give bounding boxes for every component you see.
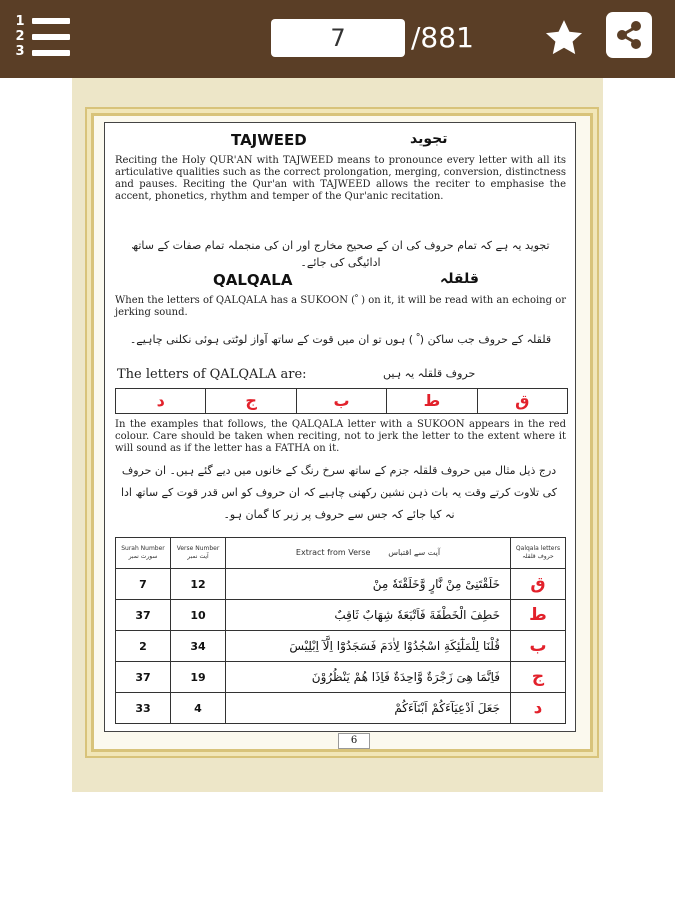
quran-page: [104, 122, 576, 732]
verse-cell: 4: [171, 693, 226, 724]
letter-cell: ج: [511, 662, 566, 693]
surah-cell: 33: [116, 693, 171, 724]
table-row: [116, 569, 566, 600]
letters-label-urdu: حروف قلقلہ یہ ہیں: [383, 367, 476, 380]
table-header-row: [116, 538, 566, 569]
examples-paragraph-urdu: درج ذیل مثال میں حروف قلقلہ جزم کے ساتھ سرخ رنگ کے خانوں میں دیے گئے ہیں۔ ان حروف کی تلاوت کرتے وقت یہ بات ذہن نشین رکھنی چاہیے کہ ان حروف کو اس قدر قوت کے ساتھ ادا نہ کیا جائے کہ جس سے حروف پر زبر کا گمان ہو۔: [120, 464, 558, 521]
surah-cell: 37: [116, 600, 171, 631]
qalqala-letters-row: [115, 388, 568, 414]
surah-header-label-urdu: سورت نمبر: [128, 553, 158, 560]
table-row: [116, 600, 566, 631]
letter-taa: ط: [386, 389, 476, 413]
qalqala-examples-table: [115, 537, 566, 724]
extract-header-label: Extract from Verse: [295, 548, 371, 557]
qalqala-paragraph: When the letters of QALQALA has a SUKOON ( ْ ) on it, it will be read with an echoing or jerking sound.: [115, 295, 566, 318]
letter-cell: د: [511, 693, 566, 724]
extract-header: [226, 538, 511, 569]
surah-cell: 37: [116, 662, 171, 693]
letters-header-label: Qalqala letters: [515, 545, 561, 552]
surah-cell: 2: [116, 631, 171, 662]
extract-cell: خَلَقْتَنِىْ مِنْ نَّارٍ وَّخَلَقْتَهٗ مِنْ: [226, 569, 511, 600]
page-number-input[interactable]: [271, 19, 405, 57]
surah-number-header: [116, 538, 171, 569]
tajweed-heading: TAJWEED: [231, 131, 307, 149]
menu-bar-icon: [32, 50, 70, 56]
tajweed-paragraph: Reciting the Holy QUR'AN with TAJWEED means to pronounce every letter with all its articulative qualities such as the correct prolongation, merging, conversion, distinctness and pauses. Reciting the Qur'an with TAJWEED allows the reciter to emphasise the accent, phonetics, rhythm and temper of the Qur'anic recitation.: [115, 155, 566, 202]
letter-dal: د: [156, 391, 165, 410]
surah-cell: 7: [116, 569, 171, 600]
menu-numbers: [14, 14, 26, 59]
menu-number-2: 2: [15, 29, 25, 44]
letter-jeem: ج: [205, 389, 295, 413]
qalqala-letters-header: [511, 538, 566, 569]
qalqala-heading: QALQALA: [213, 271, 293, 289]
numbered-list-menu-button[interactable]: [14, 14, 72, 62]
letter-qaf: ق: [477, 389, 567, 413]
star-icon: [543, 17, 585, 59]
extract-cell: قُلْنَا لِلْمَلٰٓئِكَةِ اسْجُدُوْا لِاٰدَمَ فَسَجَدُوْٓا اِلَّآ اِبْلِيْسَ: [226, 631, 511, 662]
table-row: [116, 693, 566, 724]
verse-cell: 19: [171, 662, 226, 693]
table-row: [116, 662, 566, 693]
verse-cell: 10: [171, 600, 226, 631]
letter-baa: ب: [296, 389, 386, 413]
share-button[interactable]: [606, 12, 652, 58]
letter-cell: ط: [511, 600, 566, 631]
letters-label: The letters of QALQALA are:: [117, 367, 307, 382]
tajweed-heading-urdu: تجوید: [410, 131, 448, 147]
menu-number-1: 1: [15, 14, 25, 29]
qalqala-paragraph-urdu: قلقلہ کے حروف جب ساکن ( ْ ) ہوں تو ان میں قوت کے ساتھ آواز لوٹتی ہوئی نکلنی چاہیے۔: [129, 333, 552, 346]
menu-bar-icon: [32, 18, 70, 24]
extract-cell: فَاِنَّمَا هِىَ زَجْرَةٌ وَّاحِدَةٌ فَاِذَا هُمْ يَنْظُرُوْنَ: [226, 662, 511, 693]
table-row: [116, 631, 566, 662]
verse-header-label-urdu: آیت نمبر: [187, 553, 209, 560]
surah-header-label: Surah Number: [121, 545, 165, 552]
letters-header-label-urdu: حروف قلقلہ: [522, 553, 554, 560]
top-app-bar: [0, 0, 675, 78]
tajweed-paragraph-urdu: تجوید یہ ہے کہ تمام حروف کی ان کے صحیح مخارج اور ان کی منجملہ تمام صفات کے ساتھ ادائیگی کی جائے۔: [131, 239, 550, 269]
verse-number-header: [171, 538, 226, 569]
qalqala-heading-urdu: قلقلہ: [440, 271, 479, 287]
verse-header-label: Verse Number: [176, 545, 220, 552]
verse-cell: 34: [171, 631, 226, 662]
examples-paragraph: In the examples that follows, the QALQALA letter with a SUKOON appears in the red colour. Care should be taken when reciting, not to jerk the letter to the extent where it will sound as if the letter has a FATHA on it.: [115, 419, 566, 454]
verse-cell: 12: [171, 569, 226, 600]
extract-cell: جَعَلَ اَدْعِيَآءَكُمْ اَبْنَآءَكُمْ: [226, 693, 511, 724]
menu-bar-icon: [32, 34, 70, 40]
extract-header-label-urdu: آیت سے اقتباس: [388, 548, 441, 557]
extract-cell: خَطِفَ الْخَطْفَةَ فَاَتْبَعَهٗ شِهَابٌ ثَاقِبٌ: [226, 600, 511, 631]
bookmark-star-button[interactable]: [543, 17, 585, 59]
share-icon: [606, 12, 652, 58]
menu-number-3: 3: [15, 44, 25, 59]
total-pages-label: /881: [411, 21, 474, 54]
letter-cell: ب: [511, 631, 566, 662]
letter-cell: ق: [511, 569, 566, 600]
printed-page-number: 6: [338, 733, 370, 749]
